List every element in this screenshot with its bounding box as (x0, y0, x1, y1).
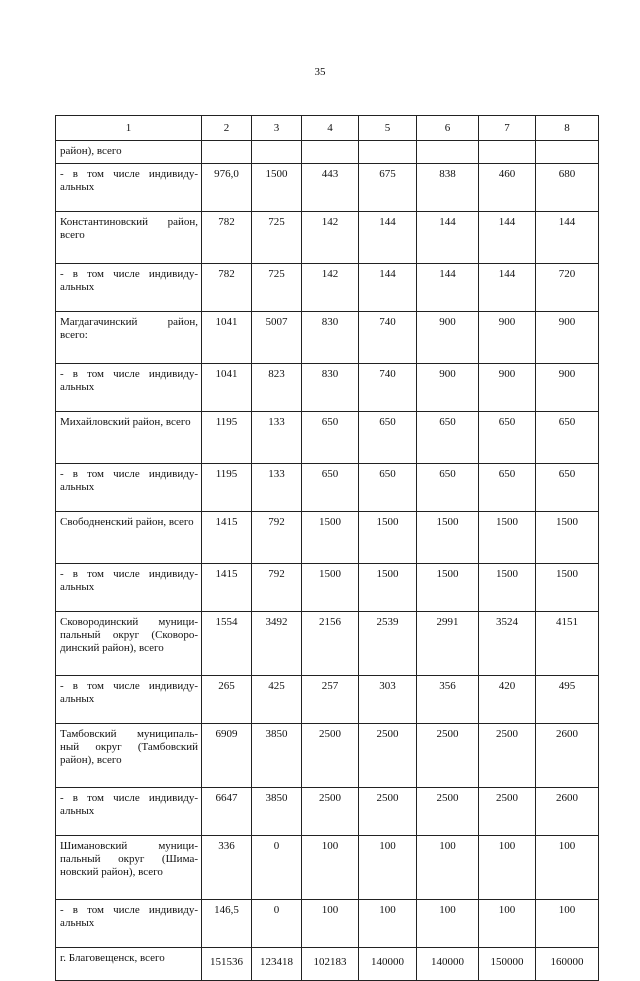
table-cell: 1500 (417, 564, 479, 612)
table-cell: 100 (302, 900, 359, 948)
row-label: Магдагачинский район, всего: (56, 312, 202, 364)
table-cell: 2991 (417, 612, 479, 676)
table-cell: 1500 (479, 512, 536, 564)
table-cell: 675 (359, 164, 417, 212)
row-label: - в том числе индивиду-альных (56, 564, 202, 612)
table-cell: 1195 (202, 464, 252, 512)
table-cell: 650 (536, 412, 599, 464)
table-cell: 100 (417, 836, 479, 900)
table-row (56, 676, 599, 724)
table-cell: 1415 (202, 512, 252, 564)
table-cell: 782 (202, 212, 252, 264)
row-label: район), всего (56, 141, 202, 164)
table-cell: 740 (359, 364, 417, 412)
table-row (56, 612, 599, 676)
column-header: 5 (359, 116, 417, 141)
column-header: 8 (536, 116, 599, 141)
table-cell: 100 (536, 900, 599, 948)
table-cell: 900 (479, 312, 536, 364)
table-cell: 650 (302, 464, 359, 512)
table-cell: 160000 (536, 948, 599, 981)
row-label: - в том числе индивиду-альных (56, 264, 202, 312)
row-label: г. Благовещенск, всего (56, 948, 202, 981)
table-row (56, 788, 599, 836)
table-cell: 2600 (536, 788, 599, 836)
table-row (56, 900, 599, 948)
row-label: - в том числе индивиду-альных (56, 900, 202, 948)
table-cell: 460 (479, 164, 536, 212)
table-row (56, 141, 599, 164)
table-cell: 1195 (202, 412, 252, 464)
column-header: 3 (252, 116, 302, 141)
table-cell: 0 (252, 900, 302, 948)
row-label: Михайловский район, всего (56, 412, 202, 464)
table-cell: 142 (302, 264, 359, 312)
table-row (56, 312, 599, 364)
table-cell: 336 (202, 836, 252, 900)
table-cell: 420 (479, 676, 536, 724)
table-cell: 3850 (252, 724, 302, 788)
row-label: - в том числе индивиду-альных (56, 676, 202, 724)
table-row (56, 212, 599, 264)
table-cell: 1041 (202, 312, 252, 364)
table-cell: 100 (359, 900, 417, 948)
table-cell: 1041 (202, 364, 252, 412)
column-header: 1 (56, 116, 202, 141)
table-cell: 100 (536, 836, 599, 900)
table-cell: 3850 (252, 788, 302, 836)
table-cell (536, 141, 599, 164)
table-cell: 142 (302, 212, 359, 264)
table-cell: 2500 (479, 724, 536, 788)
column-header: 6 (417, 116, 479, 141)
table-cell: 144 (417, 212, 479, 264)
table-cell (252, 141, 302, 164)
table-cell: 823 (252, 364, 302, 412)
column-header: 2 (202, 116, 252, 141)
table-cell: 1500 (302, 564, 359, 612)
table-cell: 2600 (536, 724, 599, 788)
table-cell: 102183 (302, 948, 359, 981)
table-cell: 144 (359, 264, 417, 312)
table-cell: 650 (536, 464, 599, 512)
table-row (56, 264, 599, 312)
table-cell: 725 (252, 212, 302, 264)
table-cell: 144 (479, 212, 536, 264)
table-cell: 2500 (302, 788, 359, 836)
table-cell: 257 (302, 676, 359, 724)
column-header: 7 (479, 116, 536, 141)
page-number: 35 (314, 66, 326, 78)
table-cell (302, 141, 359, 164)
table-cell: 650 (359, 412, 417, 464)
row-label: Сковородинский муници-пальный округ (Сковоро-динский район), всего (56, 612, 202, 676)
table-cell: 2539 (359, 612, 417, 676)
table-row (56, 412, 599, 464)
table-row (56, 512, 599, 564)
table-cell: 782 (202, 264, 252, 312)
table-cell: 144 (479, 264, 536, 312)
table-cell: 1500 (479, 564, 536, 612)
table-cell: 900 (536, 312, 599, 364)
table-cell: 650 (417, 412, 479, 464)
table-cell (359, 141, 417, 164)
table-cell: 2156 (302, 612, 359, 676)
table-cell: 265 (202, 676, 252, 724)
table-cell: 1500 (252, 164, 302, 212)
table-row (56, 836, 599, 900)
table-cell: 1500 (536, 564, 599, 612)
row-label: Константиновский район, всего (56, 212, 202, 264)
table-row (56, 564, 599, 612)
table-cell: 356 (417, 676, 479, 724)
table-cell: 140000 (417, 948, 479, 981)
table-cell: 133 (252, 412, 302, 464)
table-row (56, 464, 599, 512)
table-cell: 2500 (417, 788, 479, 836)
table-cell: 443 (302, 164, 359, 212)
table-cell (479, 141, 536, 164)
column-header: 4 (302, 116, 359, 141)
table-cell: 0 (252, 836, 302, 900)
table-cell: 900 (536, 364, 599, 412)
table-cell: 133 (252, 464, 302, 512)
table-cell: 650 (479, 412, 536, 464)
table-cell: 5007 (252, 312, 302, 364)
table-cell: 2500 (359, 724, 417, 788)
row-label: Свободненский район, всего (56, 512, 202, 564)
table-cell: 146,5 (202, 900, 252, 948)
table-cell: 792 (252, 564, 302, 612)
table-cell: 303 (359, 676, 417, 724)
table-cell: 144 (417, 264, 479, 312)
table-cell: 650 (417, 464, 479, 512)
table-cell: 3492 (252, 612, 302, 676)
table-cell: 6647 (202, 788, 252, 836)
table-cell: 2500 (302, 724, 359, 788)
table-cell: 1500 (536, 512, 599, 564)
table-cell: 725 (252, 264, 302, 312)
table-row (56, 164, 599, 212)
table-cell: 1415 (202, 564, 252, 612)
row-label: - в том числе индивиду-альных (56, 364, 202, 412)
table-cell: 140000 (359, 948, 417, 981)
row-label: - в том числе индивиду-альных (56, 164, 202, 212)
table-cell: 4151 (536, 612, 599, 676)
table-cell: 1500 (302, 512, 359, 564)
table-cell: 650 (479, 464, 536, 512)
table-cell: 900 (417, 312, 479, 364)
table-cell: 720 (536, 264, 599, 312)
table-cell: 123418 (252, 948, 302, 981)
table-cell: 6909 (202, 724, 252, 788)
table-cell: 100 (479, 900, 536, 948)
table-cell: 900 (479, 364, 536, 412)
table-cell: 2500 (417, 724, 479, 788)
table-cell (417, 141, 479, 164)
table-cell: 425 (252, 676, 302, 724)
table-cell: 1500 (359, 512, 417, 564)
table-cell: 830 (302, 312, 359, 364)
table-total-row (56, 948, 599, 981)
table-row (56, 724, 599, 788)
table-cell: 740 (359, 312, 417, 364)
table-cell: 900 (417, 364, 479, 412)
table-cell: 3524 (479, 612, 536, 676)
table-cell: 976,0 (202, 164, 252, 212)
table-cell: 144 (359, 212, 417, 264)
table-cell: 495 (536, 676, 599, 724)
table-cell: 1500 (359, 564, 417, 612)
table-cell: 100 (302, 836, 359, 900)
table-cell: 2500 (479, 788, 536, 836)
table-cell: 150000 (479, 948, 536, 981)
table-cell: 650 (359, 464, 417, 512)
table-cell: 792 (252, 512, 302, 564)
table-cell: 680 (536, 164, 599, 212)
row-label: - в том числе индивиду-альных (56, 464, 202, 512)
table-cell: 100 (417, 900, 479, 948)
table-header-row (56, 116, 599, 141)
data-table (55, 115, 599, 981)
table-cell: 151536 (202, 948, 252, 981)
row-label: Шимановский муници-пальный округ (Шима-новский район), всего (56, 836, 202, 900)
table-cell: 650 (302, 412, 359, 464)
row-label: Тамбовский муниципаль-ный округ (Тамбовский район), всего (56, 724, 202, 788)
table-cell: 838 (417, 164, 479, 212)
table-cell (202, 141, 252, 164)
table-cell: 100 (359, 836, 417, 900)
table-cell: 830 (302, 364, 359, 412)
table-cell: 1554 (202, 612, 252, 676)
row-label: - в том числе индивиду-альных (56, 788, 202, 836)
table-cell: 144 (536, 212, 599, 264)
table-cell: 1500 (417, 512, 479, 564)
table-cell: 2500 (359, 788, 417, 836)
table-row (56, 364, 599, 412)
table-cell: 100 (479, 836, 536, 900)
